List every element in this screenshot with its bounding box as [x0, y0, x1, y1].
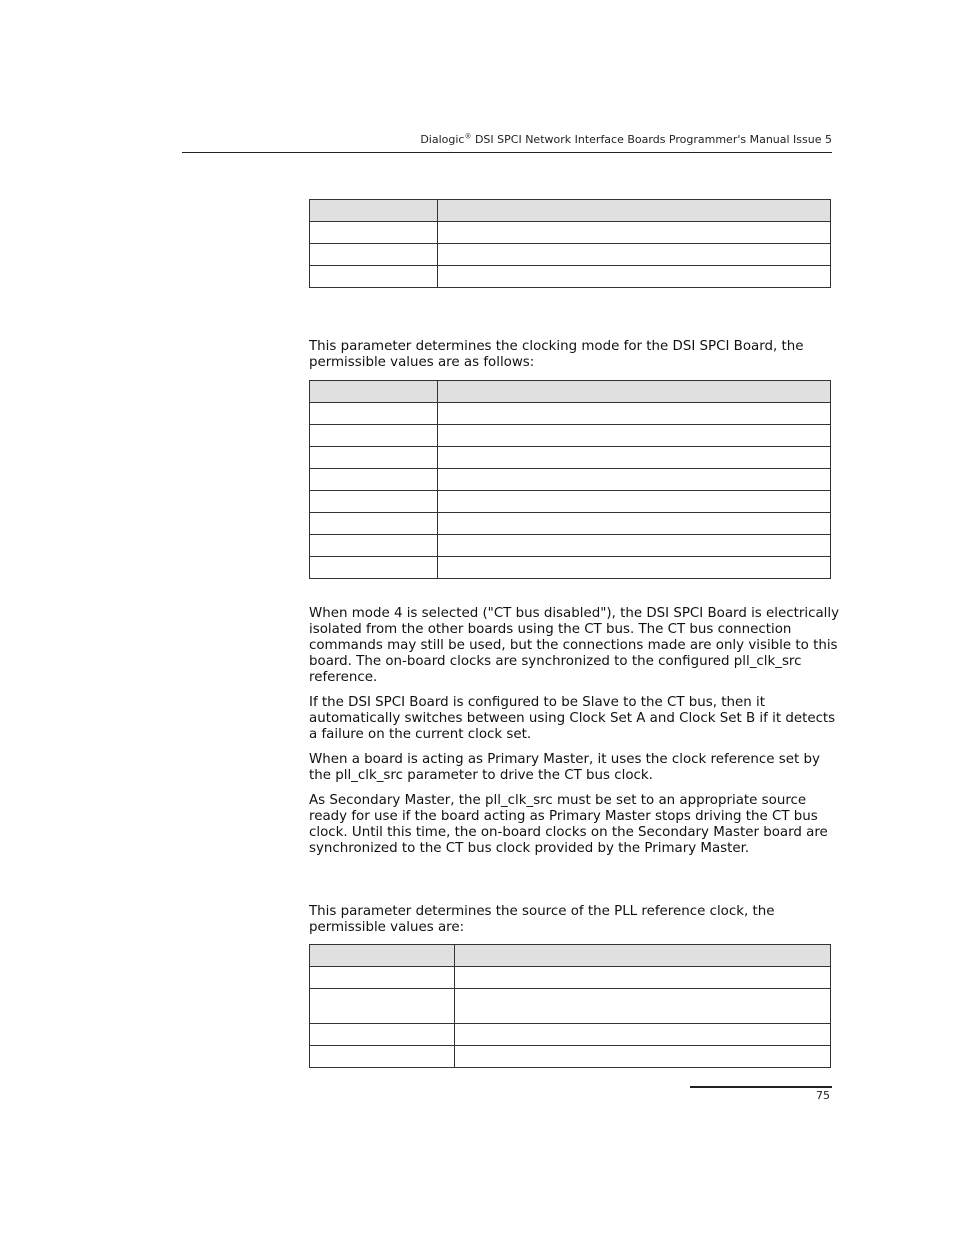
table-2-clock-modes [309, 380, 831, 579]
table-row [310, 266, 831, 288]
table-cell [455, 1046, 831, 1068]
slave-note: If the DSI SPCI Board is configured to be Slave to the CT bus, then it automatically switches between using Clock Set A and Clock Set B if it detects a failure on the current clock set. [309, 695, 836, 742]
table-header-cell [310, 381, 438, 403]
table-row [310, 425, 831, 447]
table-cell [438, 513, 831, 535]
header-title: DSI SPCI Network Interface Boards Programmer's Manual Issue 5 [471, 133, 832, 146]
clock-mode-intro: This parameter determines the clocking mode for the DSI SPCI Board, the permissible values are as follows: [309, 339, 804, 370]
table-1 [309, 199, 831, 288]
table-header-row [310, 381, 831, 403]
table-row [310, 535, 831, 557]
table-cell [310, 967, 455, 989]
table-3-pll-sources [309, 944, 831, 1068]
table-cell [310, 266, 438, 288]
table-cell [455, 1024, 831, 1046]
table-row [310, 967, 831, 989]
page-number: 75 [816, 1089, 830, 1102]
table-cell [438, 447, 831, 469]
table-cell [310, 535, 438, 557]
table-cell [310, 447, 438, 469]
table-header-row [310, 945, 831, 967]
table-cell [455, 989, 831, 1024]
registered-mark: ® [464, 132, 472, 141]
table-row [310, 557, 831, 579]
table-row [310, 513, 831, 535]
table-header-cell [310, 945, 455, 967]
table-row [310, 491, 831, 513]
table-cell [438, 244, 831, 266]
table-header-row [310, 200, 831, 222]
table-row [310, 469, 831, 491]
table-header-cell [455, 945, 831, 967]
table-row [310, 447, 831, 469]
table-header-cell [438, 381, 831, 403]
table-cell [438, 222, 831, 244]
table-row [310, 989, 831, 1024]
table-cell [455, 967, 831, 989]
table-cell [438, 535, 831, 557]
table-row [310, 222, 831, 244]
table-cell [310, 222, 438, 244]
table-cell [438, 557, 831, 579]
table-cell [310, 469, 438, 491]
table-cell [438, 469, 831, 491]
table-cell [310, 1024, 455, 1046]
table-row [310, 1046, 831, 1068]
table-cell [310, 989, 455, 1024]
table-header-cell [438, 200, 831, 222]
table-cell [310, 403, 438, 425]
table-cell [310, 244, 438, 266]
mode4-note: When mode 4 is selected ("CT bus disabled"), the DSI SPCI Board is electrically isolated from the other boards using the CT bus. The CT bus connection commands may still be used, but the connections made are only visible to this board. The on-board clocks are synchronized to the configured pll_clk_src reference. [309, 606, 840, 685]
table-cell [438, 491, 831, 513]
table-cell [310, 1046, 455, 1068]
table-cell [310, 425, 438, 447]
footer-rule [690, 1086, 832, 1088]
table-row [310, 244, 831, 266]
table-cell [438, 425, 831, 447]
table-cell [310, 491, 438, 513]
table-row [310, 403, 831, 425]
header-rule [182, 152, 832, 153]
header-brand: Dialogic [420, 133, 465, 146]
primary-master-note: When a board is acting as Primary Master, it uses the clock reference set by the pll_clk_src parameter to drive the CT bus clock. [309, 752, 820, 783]
pll-intro: This parameter determines the source of the PLL reference clock, the permissible values are: [309, 904, 775, 935]
table-header-cell [310, 200, 438, 222]
table-cell [310, 557, 438, 579]
running-header [420, 133, 832, 146]
table-cell [310, 513, 438, 535]
secondary-master-note: As Secondary Master, the pll_clk_src must be set to an appropriate source ready for use if the board acting as Primary Master stops driving the CT bus clock. Until this time, the on-board clocks on the Secondary Master board are synchronized to the CT bus clock provided by the Primary Master. [309, 793, 828, 856]
table-cell [438, 403, 831, 425]
table-cell [438, 266, 831, 288]
table-row [310, 1024, 831, 1046]
